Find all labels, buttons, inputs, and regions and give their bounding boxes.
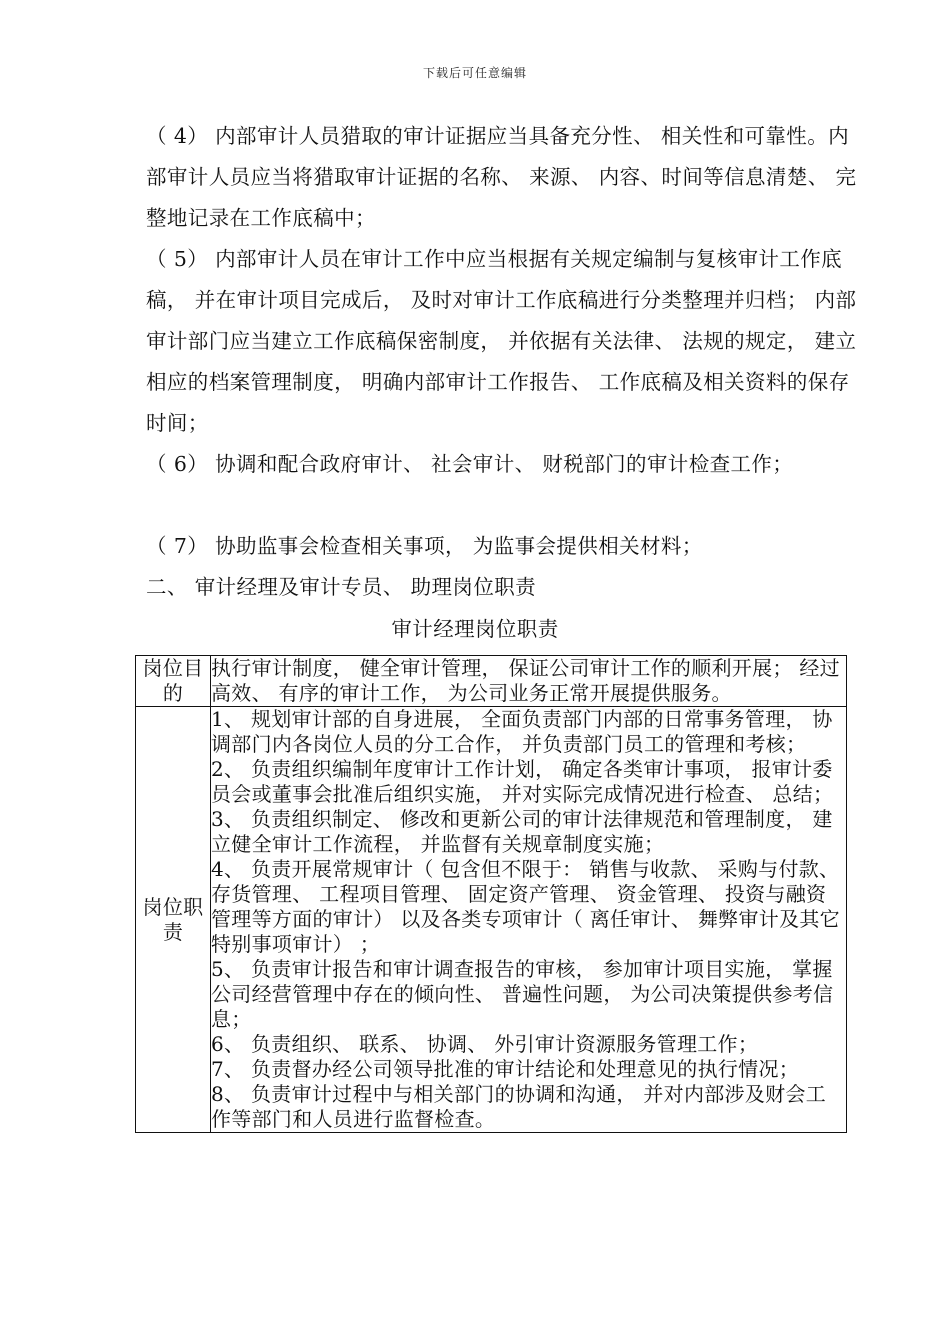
paragraph-6: （ 6） 协调和配合政府审计、 社会审计、 财税部门的审计检查工作； bbox=[146, 452, 794, 476]
duty-item: 3、 负责组织制定、 修改和更新公司的审计法律规范和管理制度， 建立健全审计工作流程， 并监督有关规章制度实施； bbox=[211, 807, 833, 856]
duty-item: 8、 负责审计过程中与相关部门的协调和沟通， 并对内部涉及财会工作等部门和人员进行监督检查。 bbox=[211, 1082, 827, 1131]
paragraph-5: （ 5） 内部审计人员在审计工作中应当根据有关规定编制与复核审计工作底稿， 并在审计项目完成后， 及时对审计工作底稿进行分类整理并归档； 内部审计部门应当建立工作底稿保密制度， 并依据有关法律、 法规的规定， 建立相应的档案管理制度， 明确内部审计工作报告、 工作底稿及相关资料的保存时间； bbox=[146, 247, 857, 435]
table-title: 审计经理岗位职责 bbox=[391, 617, 559, 641]
duties-list bbox=[211, 707, 847, 1133]
body-text bbox=[146, 116, 861, 608]
duties-label: 岗位职责 bbox=[136, 707, 211, 1133]
paragraph-4: （ 4） 内部审计人员猎取的审计证据应当具备充分性、 相关性和可靠性。内部审计人员应当将猎取审计证据的名称、 来源、 内容、时间等信息清楚、 完整地记录在工作底稿中； bbox=[146, 124, 857, 230]
duty-item: 4、 负责开展常规审计（ 包含但不限于： 销售与收款、 采购与付款、 存货管理、 工程项目管理、 固定资产管理、 资金管理、 投资与融资管理等方面的审计） 以及各类专项审计（ 离任审计、 舞弊审计及其它特别事项审计） ； bbox=[211, 857, 840, 956]
purpose-label: 岗位目的 bbox=[136, 656, 211, 707]
paragraph-gap bbox=[146, 485, 861, 526]
duty-item: 5、 负责审计报告和审计调查报告的审核， 参加审计项目实施， 掌握公司经营管理中存在的倾向性、 普遍性问题， 为公司决策提供参考信息； bbox=[211, 957, 834, 1031]
duty-item: 6、 负责组织、 联系、 协调、 外引审计资源服务管理工作； bbox=[211, 1032, 759, 1056]
duty-table bbox=[135, 655, 847, 1133]
duties-row bbox=[136, 707, 847, 1133]
duty-item: 1、 规划审计部的自身进展， 全面负责部门内部的日常事务管理， 协调部门内各岗位人员的分工合作， 并负责部门员工的管理和考核； bbox=[211, 707, 833, 756]
page-header: 下载后可任意编辑 bbox=[422, 66, 527, 80]
section-heading: 二、 审计经理及审计专员、 助理岗位职责 bbox=[146, 575, 537, 599]
purpose-text: 执行审计制度， 健全审计管理， 保证公司审计工作的顺利开展； 经过高效、 有序的审计工作， 为公司业务正常开展提供服务。 bbox=[211, 656, 847, 707]
duty-item: 2、 负责组织编制年度审计工作计划， 确定各类审计事项， 报审计委员会或董事会批准后组织实施， 并对实际完成情况进行检查、 总结； bbox=[211, 757, 834, 806]
paragraph-7: （ 7） 协助监事会检查相关事项， 为监事会提供相关材料； bbox=[146, 534, 703, 558]
purpose-row bbox=[136, 656, 847, 707]
duty-item: 7、 负责督办经公司领导批准的审计结论和处理意见的执行情况； bbox=[211, 1057, 800, 1081]
